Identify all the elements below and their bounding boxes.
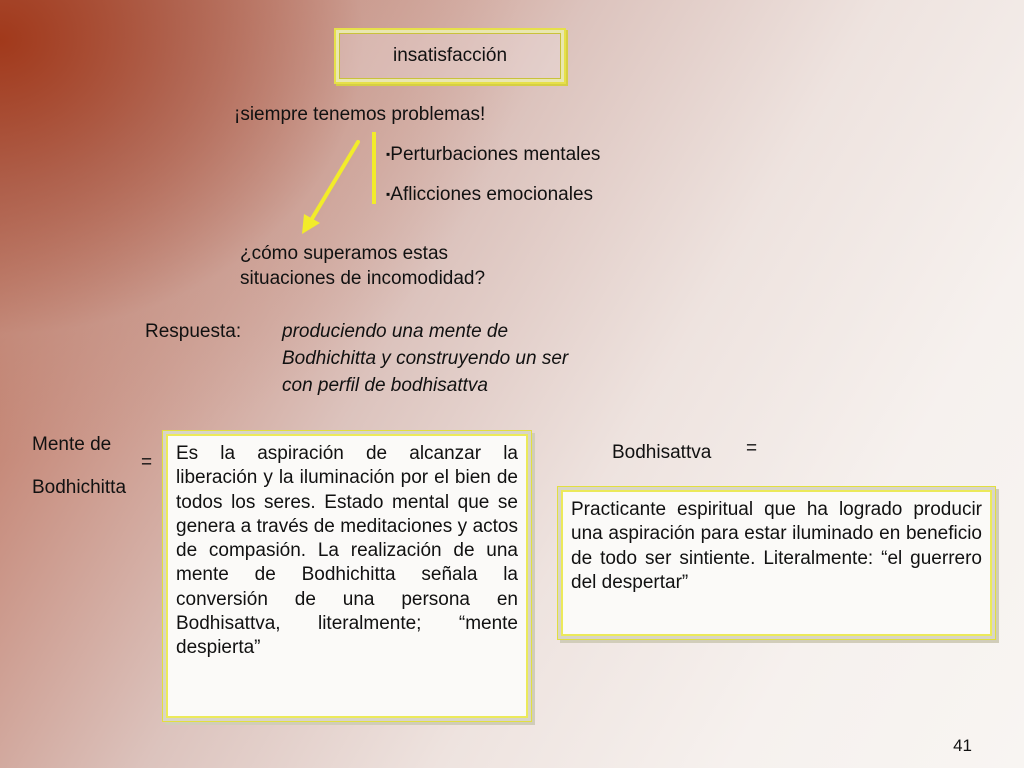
answer-line-3: con perfil de bodhisattva [282,375,488,396]
definition-box-2 [561,490,992,636]
arrow-down-left-icon [290,136,370,238]
page-number: 41 [953,736,972,755]
definition-1-text: Es la aspiración de alcanzar la liberación y la iluminación por el bien de todos los seres. Estado mental que se genera a través de meditaciones y actos de compasión. La realización de una mente de Bodhichitta señala la conversión de una persona en Bodhisattva, literalmente; “mente despierta” [176,443,518,659]
bullet-item [386,183,593,208]
equals-sign-2: = [746,438,758,459]
answer-line-2: Bodhichitta y construyendo un ser [282,348,569,369]
slide-title: insatisfacción [392,45,508,66]
bullet-text: Aflicciones emocionales [390,184,594,205]
bullet-marker: ▪ [386,187,391,201]
term-2: Bodhisattva [612,442,712,463]
answer-line-1: produciendo una mente de [282,321,509,342]
question-line-2: situaciones de incomodidad? [240,268,486,289]
equals-sign-1: = [141,452,153,473]
term-1-line-2: Bodhichitta [32,477,127,498]
definition-box-1 [166,434,528,718]
title-box [334,28,566,84]
answer-label: Respuesta: [145,321,242,342]
question-line-1: ¿cómo superamos estas [240,243,449,264]
bullet-marker: ▪ [386,147,391,161]
bullet-item [386,143,600,168]
definition-2-text: Practicante espiritual que ha logrado producir una aspiración para estar iluminado en beneficio de todo ser sintiente. Literalmente: “el guerrero del despertar” [571,499,982,593]
subtitle: ¡siempre tenemos problemas! [234,104,486,125]
bracket-line [372,132,376,204]
term-1-line-1: Mente de [32,434,112,455]
bullet-text: Perturbaciones mentales [390,144,601,165]
